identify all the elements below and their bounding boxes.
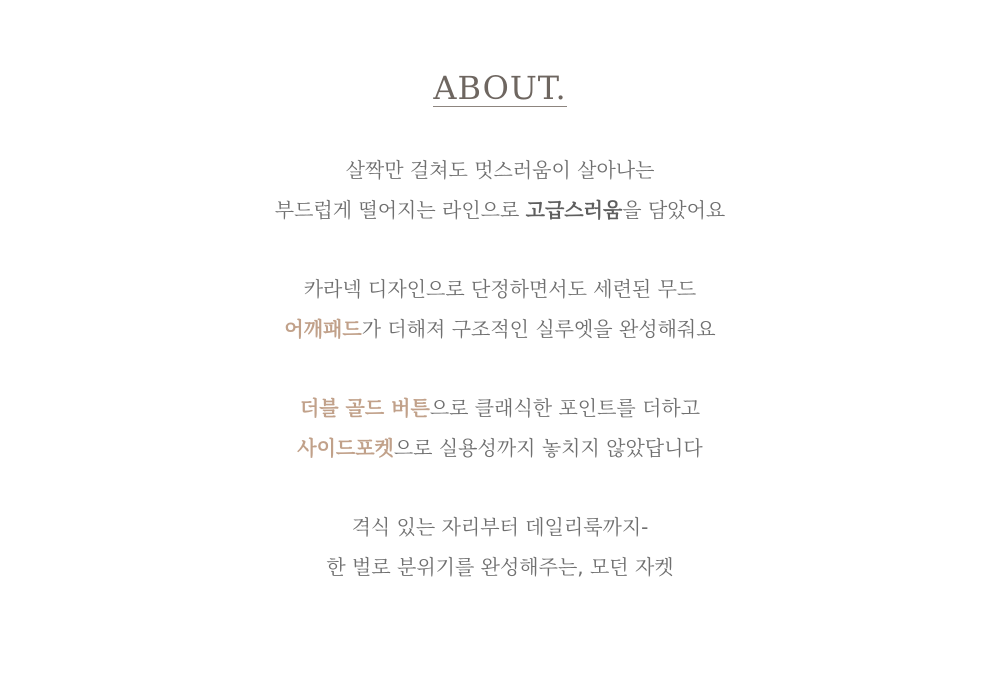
paragraph-3-line-2	[0, 428, 1000, 468]
accent-text: 더블 골드 버튼	[299, 396, 430, 420]
plain-text: 부드럽게 떨어지는 라인으로	[274, 198, 526, 222]
plain-text: 으로 클래식한 포인트를 더하고	[429, 396, 701, 420]
paragraph-2-line-1	[0, 269, 1000, 309]
about-heading: ABOUT.	[433, 69, 567, 107]
paragraph-4-line-1	[0, 507, 1000, 547]
accent-text: 어깨패드	[284, 317, 362, 341]
plain-text: 격식 있는 자리부터 데일리룩까지-	[351, 515, 649, 539]
paragraph-4	[0, 507, 1000, 587]
emphasis-text: 고급스러움	[525, 198, 623, 222]
paragraph-2	[0, 269, 1000, 349]
paragraph-4-line-2	[0, 547, 1000, 587]
accent-text: 사이드포켓	[297, 436, 394, 460]
plain-text: 으로 실용성까지 놓치지 않았답니다	[393, 436, 703, 460]
paragraph-3	[0, 388, 1000, 468]
paragraph-1-line-1	[0, 150, 1000, 190]
plain-text: 한 벌로 분위기를 완성해주는, 모던 자켓	[326, 555, 674, 579]
plain-text: 살짝만 걸쳐도 멋스러움이 살아나는	[345, 158, 655, 182]
paragraph-1-line-2	[0, 190, 1000, 230]
plain-text: 가 더해져 구조적인 실루엣을 완성해줘요	[361, 317, 716, 341]
paragraph-1	[0, 150, 1000, 230]
plain-text: 카라넥 디자인으로 단정하면서도 세련된 무드	[303, 277, 697, 301]
description-body	[0, 150, 1000, 626]
paragraph-3-line-1	[0, 388, 1000, 428]
heading-container	[0, 70, 1000, 107]
paragraph-2-line-2	[0, 309, 1000, 349]
plain-text: 을 담았어요	[622, 198, 726, 222]
